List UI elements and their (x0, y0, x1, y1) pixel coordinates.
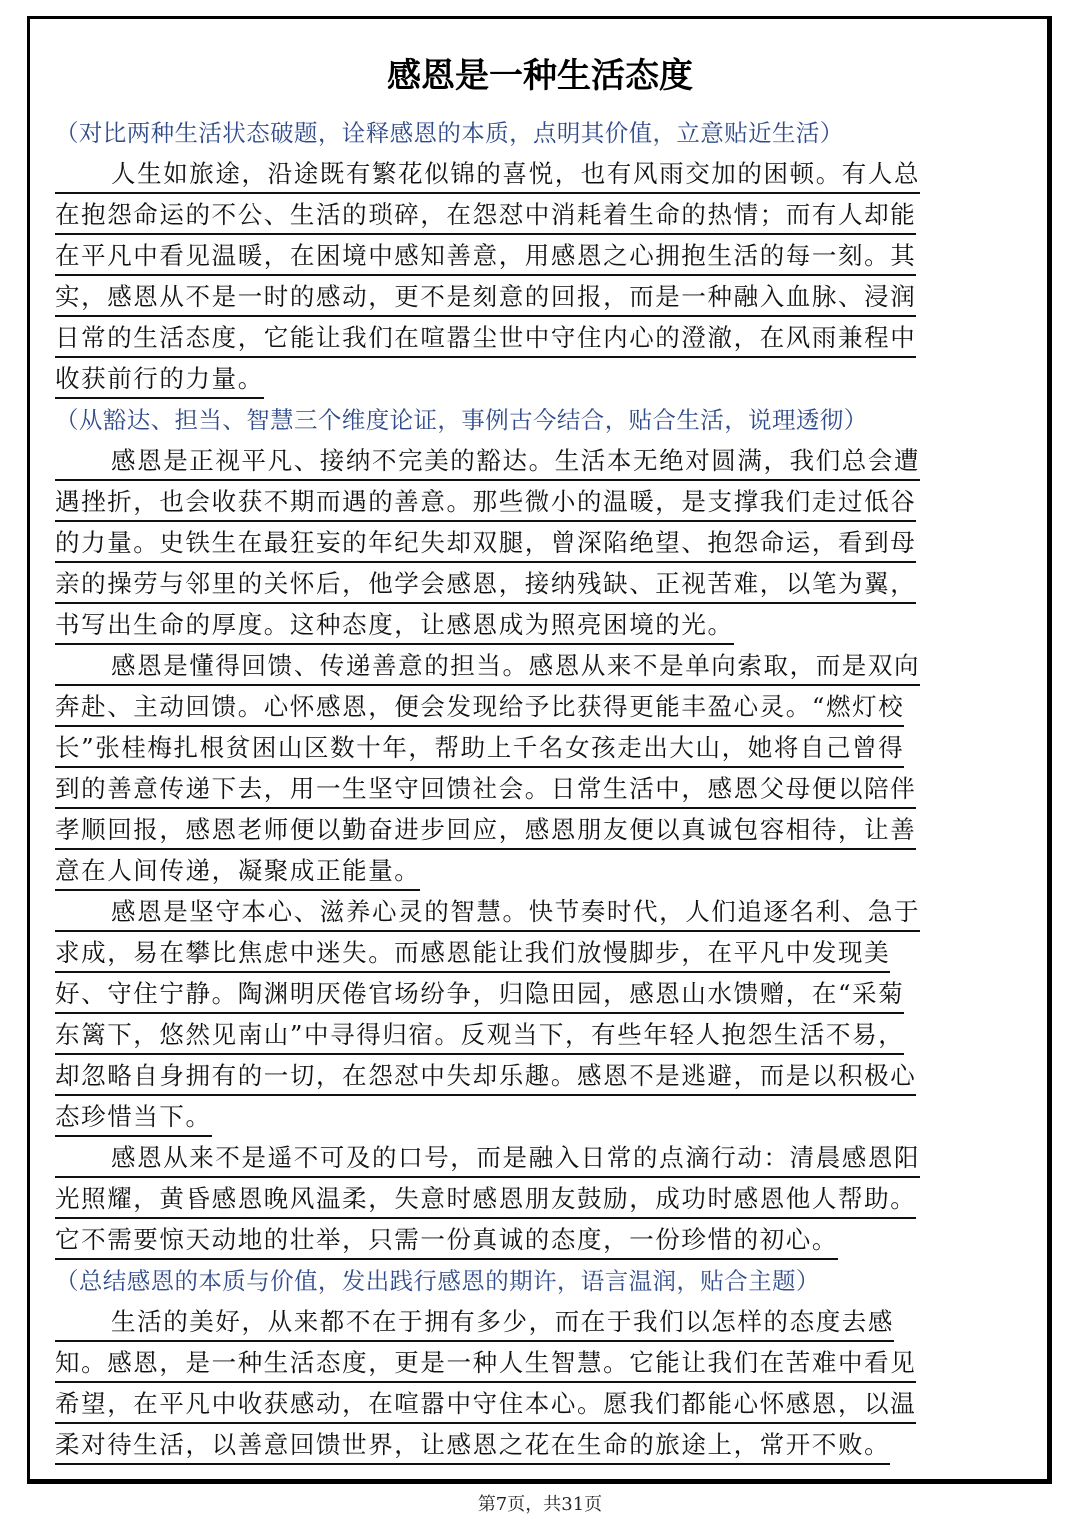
text-line: 知。感恩，是一种生活态度，更是一种人生智慧。它能让我们在苦难中看见 (55, 1345, 1010, 1386)
text-line: 书写出生命的厚度。这种态度，让感恩成为照亮困境的光。 (55, 607, 1010, 648)
text-line: 奔赴、主动回馈。心怀感恩，便会发现给予比获得更能丰盈心灵。“燃灯校 (55, 689, 1010, 730)
text-line: 日常的生活态度，它能让我们在喧嚣尘世中守住内心的澄澈，在风雨兼程中 (55, 320, 1010, 361)
text-line: 在平凡中看见温暖，在困境中感知善意，用感恩之心拥抱生活的每一刻。其 (55, 238, 1010, 279)
text-line: 感恩是懂得回馈、传递善意的担当。感恩从来不是单向索取，而是双向 (55, 648, 1010, 689)
text-line: 却忽略自身拥有的一切，在怨怼中失却乐趣。感恩不是逃避，而是以积极心 (55, 1058, 1010, 1099)
paragraph-3 (55, 648, 1010, 894)
paragraph-1 (55, 156, 1010, 402)
text-line: 收获前行的力量。 (55, 361, 1010, 402)
text-line: 长”张桂梅扎根贫困山区数十年，帮助上千名女孩走出大山，她将自己曾得 (55, 730, 1010, 771)
text-line: 东篱下，悠然见南山”中寻得归宿。反观当下，有些年轻人抱怨生活不易， (55, 1017, 1010, 1058)
text-line: 感恩是正视平凡、接纳不完美的豁达。生活本无绝对圆满，我们总会遭 (55, 443, 1010, 484)
page-number-footer: 第7页，共31页 (477, 1494, 603, 1515)
text-line: 它不需要惊天动地的壮举，只需一份真诚的态度，一份珍惜的初心。 (55, 1222, 1010, 1263)
text-line: 生活的美好，从来都不在于拥有多少，而在于我们以怎样的态度去感 (55, 1304, 1010, 1345)
paragraph-2 (55, 443, 1010, 648)
text-line: 孝顺回报，感恩老师便以勤奋进步回应，感恩朋友便以真诚包容相待，让善 (55, 812, 1010, 853)
paragraph-6 (55, 1304, 1010, 1468)
text-line: 亲的操劳与邻里的关怀后，他学会感恩，接纳残缺、正视苦难，以笔为翼， (55, 566, 1010, 607)
annotation-note-3: （总结感恩的本质与价值，发出践行感恩的期许，语言温润，贴合主题） (55, 1267, 820, 1295)
text-line: 感恩是坚守本心、滋养心灵的智慧。快节奏时代，人们追逐名利、急于 (55, 894, 1010, 935)
text-line: 态珍惜当下。 (55, 1099, 1010, 1140)
annotation-note-1: （对比两种生活状态破题，诠释感恩的本质，点明其价值，立意贴近生活） (55, 119, 844, 147)
text-line: 意在人间传递，凝聚成正能量。 (55, 853, 1010, 894)
text-line: 光照耀，黄昏感恩晚风温柔，失意时感恩朋友鼓励，成功时感恩他人帮助。 (55, 1181, 1010, 1222)
text-line: 在抱怨命运的不公、生活的琐碎，在怨怼中消耗着生命的热情；而有人却能 (55, 197, 1010, 238)
text-line: 感恩从来不是遥不可及的口号，而是融入日常的点滴行动：清晨感恩阳 (55, 1140, 1010, 1181)
essay-title: 感恩是一种生活态度 (387, 56, 693, 96)
text-line: 到的善意传递下去，用一生坚守回馈社会。日常生活中，感恩父母便以陪伴 (55, 771, 1010, 812)
text-line: 求成，易在攀比焦虑中迷失。而感恩能让我们放慢脚步，在平凡中发现美 (55, 935, 1010, 976)
text-line: 遇挫折，也会收获不期而遇的善意。那些微小的温暖，是支撑我们走过低谷 (55, 484, 1010, 525)
text-line: 实，感恩从不是一时的感动，更不是刻意的回报，而是一种融入血脉、浸润 (55, 279, 1010, 320)
text-line: 好、守住宁静。陶渊明厌倦官场纷争，归隐田园，感恩山水馈赠，在“采菊 (55, 976, 1010, 1017)
annotation-note-2: （从豁达、担当、智慧三个维度论证，事例古今结合，贴合生活，说理透彻） (55, 406, 868, 434)
text-line: 的力量。史铁生在最狂妄的年纪失却双腿，曾深陷绝望、抱怨命运，看到母 (55, 525, 1010, 566)
text-line: 希望，在平凡中收获感动，在喧嚣中守住本心。愿我们都能心怀感恩，以温 (55, 1386, 1010, 1427)
paragraph-5 (55, 1140, 1010, 1263)
text-line: 柔对待生活，以善意回馈世界，让感恩之花在生命的旅途上，常开不败。 (55, 1427, 1010, 1468)
paragraph-4 (55, 894, 1010, 1140)
text-line: 人生如旅途，沿途既有繁花似锦的喜悦，也有风雨交加的困顿。有人总 (55, 156, 1010, 197)
